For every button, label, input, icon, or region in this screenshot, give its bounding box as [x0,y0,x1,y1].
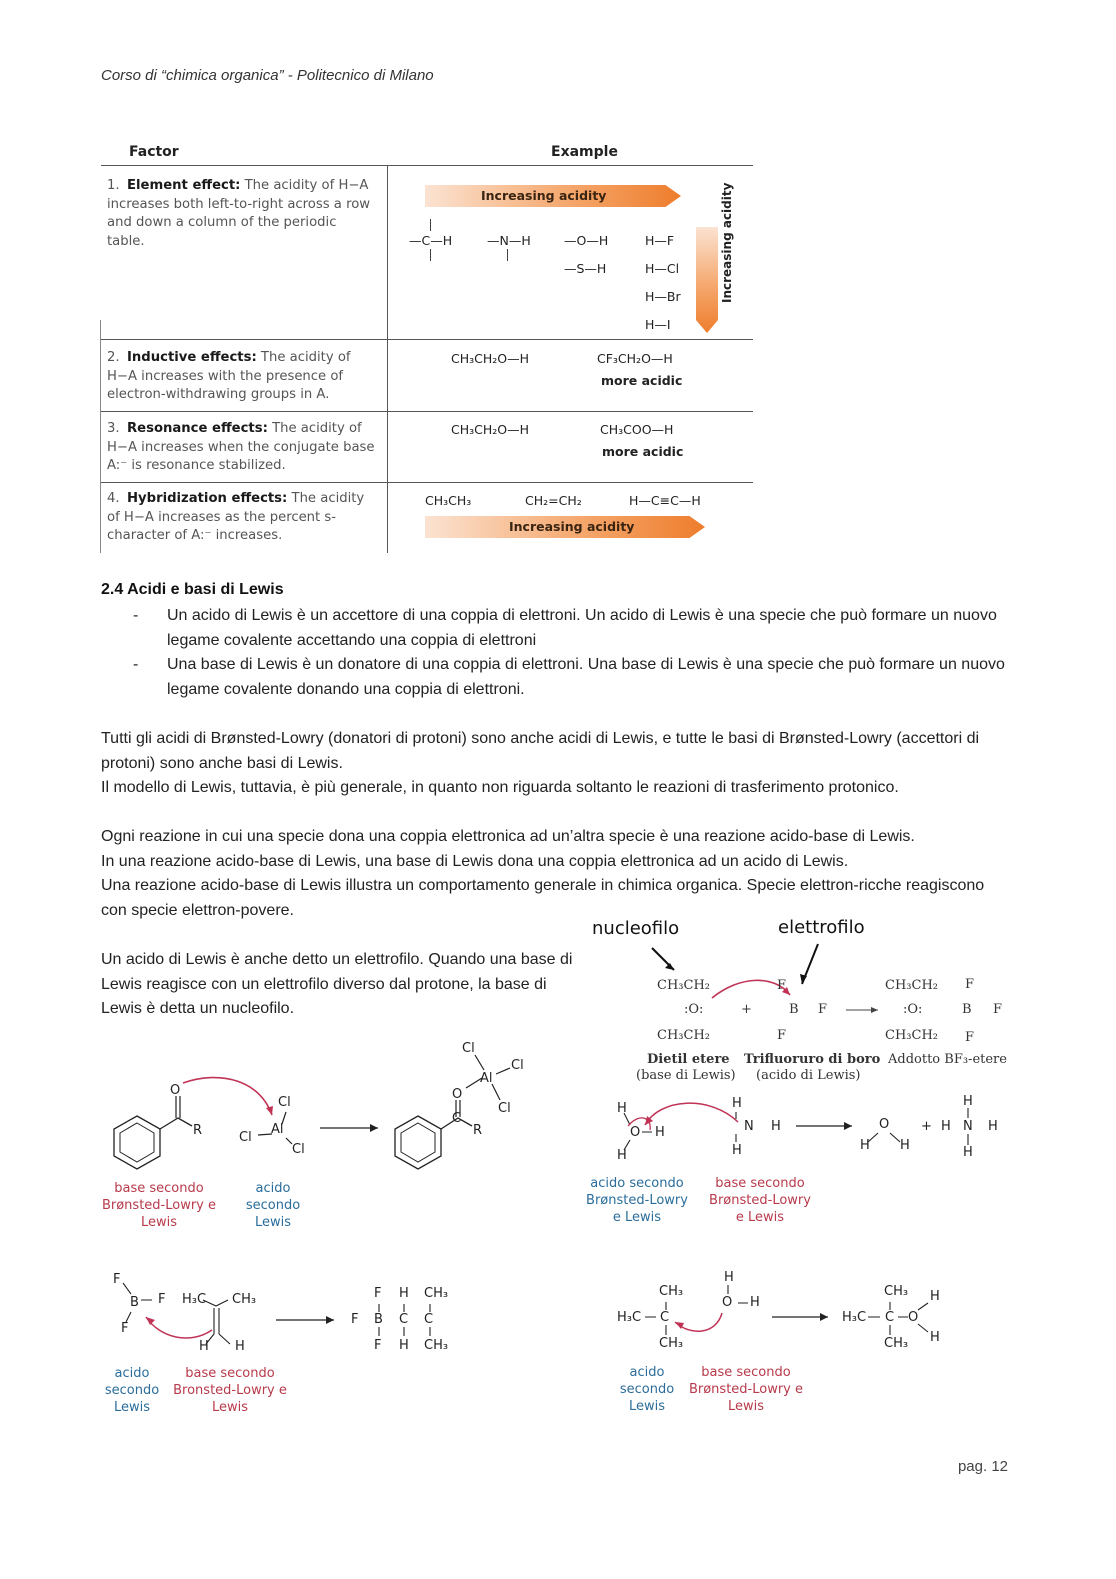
oxonium-ch3-top: CH₃ [884,1284,909,1299]
example-ethene: CH₂=CH₂ [525,493,582,508]
document-header: Corso di “chimica organica” - Politecnico di Milano [101,67,434,84]
bf3-f-a: F [113,1272,121,1287]
adduct-boron: B [962,1002,972,1017]
adduct-r-group: R [473,1123,483,1138]
h3o-h-right: H [655,1125,665,1140]
col-header-factor: Factor [129,144,179,160]
prod-h-bottom: H [399,1338,409,1353]
cation-h3c: H₃C [617,1310,642,1325]
factor-row-2: 2. Inductive effects: The acidity of H−A increases with the presence of electron-withdrawing groups in A. [107,350,351,402]
factor-row-4: 4. Hybridization effects: The acidity of H−A increases as the percent s-character of A:⁻ increases. [107,491,365,543]
prod-h-top: H [399,1286,409,1301]
h3o-oxygen: O [630,1125,641,1140]
bullet-lewis-base: - Una base di Lewis è un donatore di una coppia di elettroni. Una base di Lewis è una specie che può formare un nuovo legame covalente donando una coppia di elettroni. [133,656,1005,698]
caption-acido-lewis-3: acido secondo Lewis [619,1365,675,1414]
example-sh: —S—H [564,261,607,276]
example-ch: —C—H [409,233,453,248]
example-acetic-acid: CH₃COO—H [600,422,674,437]
oxonium-h3c: H₃C [842,1310,867,1325]
example-ethane: CH₃CH₃ [425,493,472,508]
alcl3-cl-top: Cl [278,1095,291,1110]
alkene-h-right: H [235,1339,245,1354]
nh4-h-bottom: H [963,1145,973,1160]
example-oh: —O—H [564,233,609,248]
oxonium-h-top: H [930,1289,940,1304]
ether-ch3ch2-top: CH₃CH₂ [657,978,710,993]
paragraph-lewis-model: Il modello di Lewis, tuttavia, è più generale, in quanto non riguarda soltanto le reazioni di trasferimento protonico. [101,779,899,796]
alcl3-cl-left: Cl [239,1130,252,1145]
plus-sign-2: + [921,1119,932,1134]
prod-f-left: F [351,1312,359,1327]
paragraph-bronsted: Tutti gli acidi di Brønsted-Lowry (donatori di protoni) sono anche acidi di Lewis, e tutte le basi di Brønsted-Lowry (accettori di protoni) sono anche basi di Lewis. [101,730,980,772]
bf3-f-bottom: F [777,1028,787,1043]
nucleofilo-label: nucleofilo [592,918,680,939]
dietil-etere-sub: (base di Lewis) [636,1068,736,1083]
caption-acido-lewis-2: acido secondo Lewis [104,1366,160,1415]
example-trifluoroethanol: CF₃CH₂O—H [597,351,673,366]
example-hbr: H—Br [645,289,681,304]
example-ethanol-2: CH₃CH₂O—H [451,422,530,437]
bf3-f-c: F [121,1321,129,1336]
nh3-h-top: H [732,1096,742,1111]
water-oxygen: O [879,1117,890,1132]
h3o-h-top: H [617,1101,627,1116]
bf3-f-b: F [158,1292,166,1307]
nh3-h-right: H [771,1119,781,1134]
bf3-f-top: F [777,978,787,993]
r-group: R [193,1123,203,1138]
water-h-left: H [860,1138,870,1153]
cation-ch3-top: CH₃ [659,1284,684,1299]
plus-sign: + [741,1002,752,1017]
water-o-2: O [722,1295,733,1310]
more-acidic-label-1: more acidic [601,373,683,388]
increasing-acidity-label-bottom: Increasing acidity [509,519,635,534]
water-h-top: H [724,1270,734,1285]
increasing-acidity-vertical-label: Increasing acidity [720,182,734,303]
cation-ch3-bottom: CH₃ [659,1336,684,1351]
caption-base-bl-lewis: base secondo Brønsted-Lowry e Lewis [101,1181,217,1230]
bf3-b-a: B [130,1295,139,1310]
section-title: 2.4 Acidi e basi di Lewis [101,581,284,598]
example-ethyne: H—C≡C—H [629,493,701,508]
prod-c1: C [399,1312,409,1327]
nh3-n: N [744,1119,754,1134]
prod-b: B [374,1312,383,1327]
oxonium-o: O [908,1310,919,1325]
adduct-carbon: C [452,1111,462,1126]
alkene-ch3: CH₃ [232,1292,257,1307]
example-nh: —N—H [487,233,531,248]
adduct-ch3ch2-top: CH₃CH₂ [885,978,938,993]
paragraph-electrophile: Un acido di Lewis è anche detto un elettrofilo. Quando una base di Lewis reagisce con un elettrofilo diverso dal protone, la base di Lewis è detta un nucleofilo. [101,951,573,1018]
more-acidic-label-2: more acidic [602,444,684,459]
prod-c2: C [424,1312,434,1327]
ether-oxygen: :O: [684,1002,704,1017]
cation-c: C [660,1310,670,1325]
caption-base-bronsted-lewis-2: base secondo Brønsted-Lowry e Lewis [688,1365,804,1414]
oxonium-h-bottom: H [930,1330,940,1345]
bf3-f-right: F [818,1002,828,1017]
adduct-oxygen: :O: [903,1002,923,1017]
caption-base-bronsted-lewis: base secondo Bronsted-Lowry e Lewis [173,1366,287,1415]
adduct-f-bottom: F [965,1030,975,1045]
example-hf: H—F [645,233,675,248]
nh4-n: N [963,1119,973,1134]
prod-f-top: F [374,1286,382,1301]
dietil-etere-label: Dietil etere [647,1052,730,1067]
bullet-lewis-acid: - Un acido di Lewis è un accettore di una coppia di elettroni. Un acido di Lewis è una specie che può formare un nuovo legame covalente accettando una coppia di elettroni [133,607,997,649]
example-ethanol: CH₃CH₂O—H [451,351,530,366]
nh4-h-top: H [963,1094,973,1109]
factor-row-3: 3. Resonance effects: The acidity of H−A increases when the conjugate base A:⁻ is resonance stabilized. [107,421,375,473]
prod-ch3-top: CH₃ [424,1286,449,1301]
adduct-cl-bottom: Cl [498,1101,511,1116]
caption-acido-lewis: acido secondo Lewis [245,1181,301,1230]
col-header-example: Example [551,144,618,160]
increasing-acidity-label: Increasing acidity [481,188,607,203]
trifluoruro-sub: (acido di Lewis) [756,1068,861,1083]
example-hcl: H—Cl [645,261,680,276]
oxonium-c: C [885,1310,895,1325]
oxonium-ch3-bottom: CH₃ [884,1336,909,1351]
alkene-h-left: H [199,1339,209,1354]
caption-acido-bl-lewis: acido secondo Brønsted-Lowry e Lewis [586,1176,688,1225]
paragraph-lewis-base-donates: In una reazione acido-base di Lewis, una base di Lewis dona una coppia elettronica ad un acido di Lewis. [101,853,849,870]
alkene-h3c: H₃C [182,1292,207,1307]
bf3-boron: B [789,1002,799,1017]
paragraph-electron-rich: Una reazione acido-base di Lewis illustra un comportamento generale in chimica organica. Specie elettron-ricche reagiscono con specie elettron-povere. [101,877,985,919]
adduct-cl-top: Cl [462,1041,475,1056]
factor-row-1: 1. Element effect: The acidity of H−A increases both left-to-right across a row and down a column of the periodic table. [107,178,371,249]
page-number: pag. 12 [957,1458,1008,1475]
water-h-right-2: H [750,1295,760,1310]
water-h-right: H [900,1138,910,1153]
adduct-cl-right: Cl [511,1058,524,1073]
alcl3-al: Al [271,1122,284,1137]
trifluoruro-label: Trifluoruro di boro [744,1052,881,1067]
adduct-ch3ch2-bottom: CH₃CH₂ [885,1028,938,1043]
adduct-f-top: F [965,977,975,992]
alcl3-cl-bottom: Cl [292,1142,305,1157]
example-hi: H—I [645,317,671,332]
nh4-h-right: H [988,1119,998,1134]
prod-ch3-bottom: CH₃ [424,1338,449,1353]
ether-ch3ch2-bottom: CH₃CH₂ [657,1028,710,1043]
h3o-h-bottom: H [617,1148,627,1163]
nh4-h-left: H [941,1119,951,1134]
nh3-h-bottom: H [732,1143,742,1158]
adduct-al: Al [480,1071,493,1086]
adduct-f-right: F [993,1002,1003,1017]
addotto-label: Addotto BF₃-etere [888,1052,1007,1067]
caption-base-bl-lewis-2: base secondo Brønsted-Lowry e Lewis [709,1176,811,1225]
paragraph-lewis-reaction: Ogni reazione in cui una specie dona una coppia elettronica ad un’altra specie è una reazione acido-base di Lewis. [101,828,915,845]
adduct-oxygen-2: O [452,1087,463,1102]
prod-f-bottom: F [374,1338,382,1353]
carbonyl-oxygen: O [170,1083,181,1098]
elettrofilo-label: elettrofilo [778,917,865,938]
